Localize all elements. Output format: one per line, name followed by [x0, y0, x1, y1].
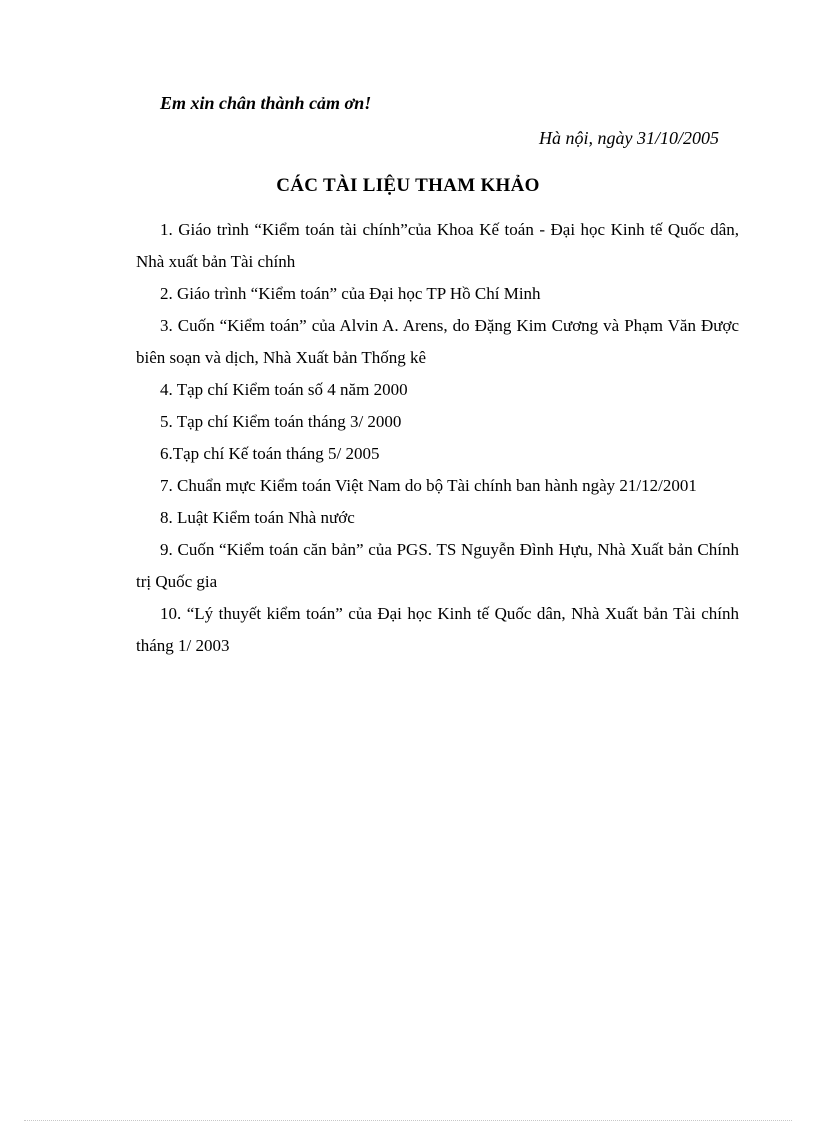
reference-item: 6.Tạp chí Kế toán tháng 5/ 2005	[160, 444, 380, 463]
reference-item: 9. Cuốn “Kiểm toán căn bản” của PGS. TS Nguyễn Đình Hựu, Nhà Xuất bản Chính trị Quốc gia	[136, 540, 739, 591]
reference-item: 3. Cuốn “Kiểm toán” của Alvin A. Arens, do Đặng Kim Cương và Phạm Văn Được biên soạn và dịch, Nhà Xuất bản Thống kê	[136, 316, 739, 367]
reference-item: 10. “Lý thuyết kiểm toán” của Đại học Kinh tế Quốc dân, Nhà Xuất bản Tài chính tháng 1/ 2003	[136, 604, 739, 655]
reference-item: 8. Luật Kiểm toán Nhà nước	[160, 508, 355, 527]
references-list	[136, 214, 739, 662]
reference-item: 2. Giáo trình “Kiểm toán” của Đại học TP Hồ Chí Minh	[160, 284, 541, 303]
reference-item: 5. Tạp chí Kiểm toán tháng 3/ 2000	[160, 412, 402, 431]
closing-thanks: Em xin chân thành cảm ơn!	[160, 93, 372, 113]
reference-item: 7. Chuẩn mực Kiểm toán Việt Nam do bộ Tài chính ban hành ngày 21/12/2001	[160, 476, 697, 495]
page-bottom-divider	[24, 1120, 792, 1121]
date-line: Hà nội, ngày 31/10/2005	[539, 128, 719, 148]
reference-item: 4. Tạp chí Kiểm toán số 4 năm 2000	[160, 380, 408, 399]
reference-item: 1. Giáo trình “Kiểm toán tài chính”của Khoa Kế toán - Đại học Kinh tế Quốc dân, Nhà xuất bản Tài chính	[136, 220, 739, 271]
references-heading: CÁC TÀI LIỆU THAM KHẢO	[276, 175, 540, 196]
